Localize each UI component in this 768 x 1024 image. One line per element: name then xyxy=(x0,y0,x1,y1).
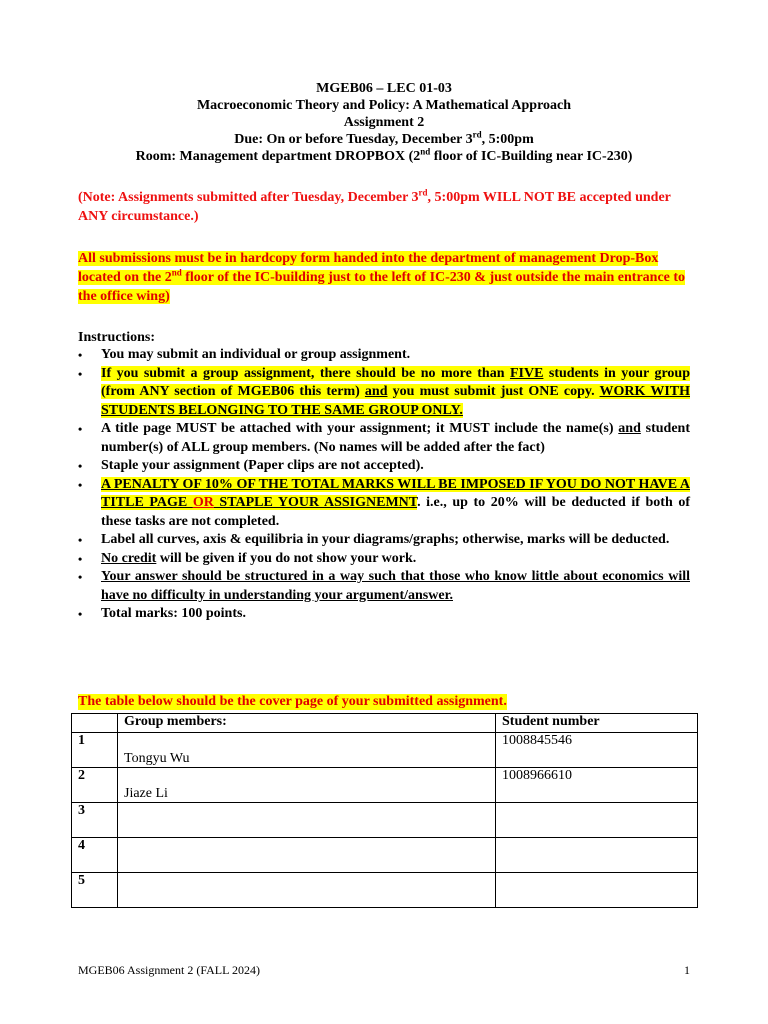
table-header-row xyxy=(72,714,698,733)
course-code: MGEB06 – LEC 01-03 xyxy=(316,81,452,96)
student-number-cell xyxy=(496,838,698,873)
late-submission-note: (Note: Assignments submitted after Tuesday, December 3rd, 5:00pm WILL NOT BE accepted under ANY circumstance.) xyxy=(78,187,671,224)
student-number-cell xyxy=(496,803,698,838)
instruction-item: • Staple your assignment (Paper clips are not accepted). xyxy=(78,458,424,473)
instruction-item: • Label all curves, axis & equilibria in your diagrams/graphs; otherwise, marks will be deducted. xyxy=(78,532,670,547)
submission-instructions: All submissions must be in hardcopy form handed into the department of management Drop-Box located on the 2nd floor of the IC-building just to the left of IC-230 & just outside the main entrance to the office wing) xyxy=(78,251,686,304)
instruction-item: • No credit will be given if you do not show your work. xyxy=(78,550,417,566)
table-row xyxy=(72,768,698,803)
instruction-item: • A title page MUST be attached with your assignment; it MUST include the name(s) and student number(s) of ALL group members. (No names will be added after the fact) xyxy=(78,421,690,455)
row-number: 1 xyxy=(72,733,118,768)
instruction-item: • Your answer should be structured in a way such that those who know little about economics will have no difficulty in understanding your argument/answer. xyxy=(78,569,690,603)
document-header xyxy=(0,80,768,165)
cover-page-note: The table below should be the cover page of your submitted assignment. xyxy=(78,694,507,709)
instructions-title: Instructions: xyxy=(78,330,156,345)
instruction-item: • If you submit a group assignment, there should be no more than FIVE students in your group (from ANY section of MGEB06 this term) and you must submit just ONE copy. WORK WITH STUDENTS BELONGING TO THE SAME GROUP ONLY. xyxy=(78,365,691,418)
member-name-cell xyxy=(118,768,496,803)
member-name-cell xyxy=(118,803,496,838)
group-members-table xyxy=(71,713,698,908)
instructions-list xyxy=(78,346,690,624)
student-number-cell: 1008845546 xyxy=(496,733,698,768)
row-number: 3 xyxy=(72,803,118,838)
instruction-item: • A PENALTY OF 10% OF THE TOTAL MARKS WILL BE IMPOSED IF YOU DO NOT HAVE A TITLE PAGE OR STAPLE YOUR ASSIGNEMNT. i.e., up to 20% will be deducted if both of these tasks are not completed. xyxy=(78,476,690,529)
table-row xyxy=(72,873,698,908)
row-number: 4 xyxy=(72,838,118,873)
member-name: Tongyu Wu xyxy=(124,751,190,766)
table-header-cell: Student number xyxy=(496,714,698,733)
table-header-cell: Group members: xyxy=(118,714,496,733)
row-number: 5 xyxy=(72,873,118,908)
student-number-cell: 1008966610 xyxy=(496,768,698,803)
member-name: Jiaze Li xyxy=(124,786,168,801)
table-row xyxy=(72,733,698,768)
instruction-item: • You may submit an individual or group assignment. xyxy=(78,347,411,362)
page-number: 1 xyxy=(684,963,690,977)
student-number-cell xyxy=(496,873,698,908)
member-name-cell xyxy=(118,838,496,873)
table-row xyxy=(72,838,698,873)
row-number: 2 xyxy=(72,768,118,803)
instruction-item: • Total marks: 100 points. xyxy=(78,606,246,621)
member-name-cell xyxy=(118,733,496,768)
table-header-cell xyxy=(72,714,118,733)
course-title: Macroeconomic Theory and Policy: A Mathematical Approach xyxy=(196,98,572,113)
footer-title: MGEB06 Assignment 2 (FALL 2024) xyxy=(78,963,260,977)
member-name-cell xyxy=(118,873,496,908)
table-row xyxy=(72,803,698,838)
due-date: Due: On or before Tuesday, December 3rd, 5:00pm xyxy=(234,129,534,147)
assignment-title: Assignment 2 xyxy=(343,115,425,130)
room-info: Room: Management department DROPBOX (2nd floor of IC-Building near IC-230) xyxy=(135,146,633,164)
